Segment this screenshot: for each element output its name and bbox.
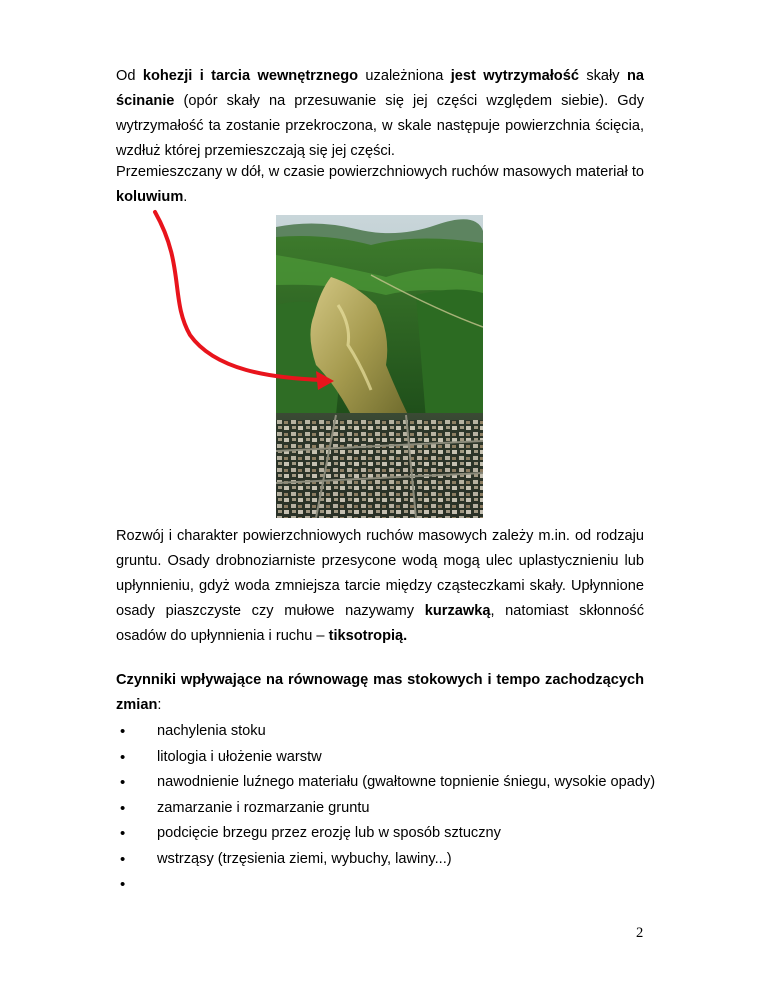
list-item-text: podcięcie brzegu przez erozję lub w sposób sztuczny [157,825,501,841]
factors-list [116,719,676,898]
bold-term-tiksotropia: tiksotropią. [328,628,408,644]
list-item [116,821,676,847]
text-run: Rozwój i charakter powierzchniowych ruchów masowych zależy m.in. od rodzaju gruntu. Osady drobnoziarniste przesycone wodą mogą ulec uplastycznieniu lub upłynnieniu, gdyż woda zmniejsza tarcie między cząsteczkami skały. Upłynnione osady piaszczyste czy mułowe nazywamy [116,528,644,619]
text-run: : [157,697,162,713]
paragraph-colluvium [116,160,644,210]
bullet-icon: • [120,876,126,893]
list-item [116,770,676,796]
page-number: 2 [636,925,644,941]
list-item-text: nawodnienie luźnego materiału (gwałtowne topnienie śniegu, wysokie opady) [157,774,656,790]
list-item [116,847,676,873]
landslide-photo [276,215,483,518]
list-item-text: litologia i ułożenie warstw [157,748,322,765]
text-run: uzależniona [358,68,451,84]
text-run: skały [578,68,627,84]
bold-heading-text: Czynniki wpływające na równowagę mas stokowych i tempo zachodzących zmian [116,672,644,713]
list-item-text: nachylenia stoku [157,723,266,739]
list-item [116,796,676,822]
text-run: . [183,189,188,205]
list-item [116,872,676,898]
section-heading-factors [116,668,644,718]
text-run: (opór skały na przesuwanie się jej części względem siebie). Gdy wytrzymałość ta zostanie przekroczona, w skale następuje powierzchnia ścięcia, wzdłuż której przemieszczają się jej części. [116,93,644,159]
bullet-icon: • [120,825,126,842]
text-run: Przemieszczany w dół, w czasie powierzchniowych ruchów masowych materiał to [116,164,644,180]
bold-term-shear: na ścinanie [116,68,644,109]
list-item-text: wstrząsy (trzęsienia ziemi, wybuchy, lawiny...) [157,850,452,867]
bullet-icon: • [120,748,126,766]
bold-term-colluvium: koluwium [116,189,184,205]
list-item [116,719,676,745]
bold-term-cohesion: kohezji i tarcia wewnętrznego [142,68,359,84]
bullet-icon: • [120,774,126,791]
text-run: , natomiast skłonność osadów do upłynnienia i ruchu – [116,603,644,644]
bold-term-kurzawka: kurzawką [424,603,491,619]
bold-term-strength: jest wytrzymałość [450,68,579,84]
bullet-icon: • [120,723,126,740]
list-item [116,745,676,771]
paragraph-shear-strength [116,64,644,164]
list-item-text: zamarzanie i rozmarzanie gruntu [157,799,370,816]
text-run: Od [116,68,143,84]
bullet-icon: • [120,850,126,868]
paragraph-soil-type [116,524,644,649]
bullet-icon: • [120,799,126,817]
